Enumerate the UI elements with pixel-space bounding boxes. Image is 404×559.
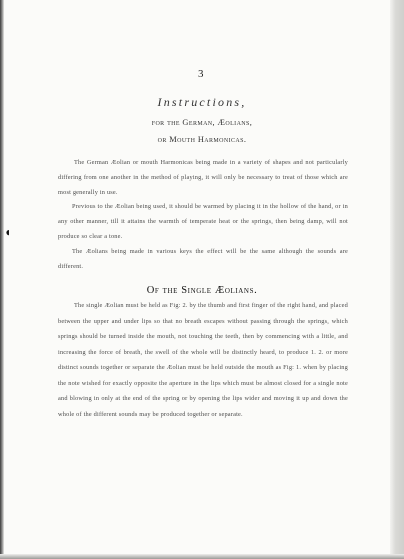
page-right-edge	[390, 0, 404, 559]
page-bottom-edge	[0, 554, 404, 559]
section-paragraph: The single Æolian must be held as Fig: 2. by the thumb and first finger of the right hand, and placed between the upper and under lips so that no breath escapes without passing through the springs, which springs should be turned inside the mouth, not touching the teeth, then by commencing with a little, and increasing the force of breath, the swell of the whole will be distinctly heard, to produce 1. 2. or more distinct sounds together or separate the Æolian must be held outside the mouth as Fig: 1. when by placing the note wished for exactly opposite the aperture in the lips which must be almost closed for a single note and blowing in only at the end of the spring or by opening the lips wider and moving it up and down the whole of the different sounds may be produced together or separate.	[58, 302, 348, 418]
intro-text	[58, 156, 348, 274]
binding-mark: ◖	[4, 225, 12, 239]
intro-paragraph: Previous to the Æolian being used, it should be warmed by placing it in the hollow of the hand, or in any other manner, till it attains the warmth of temperate heat or the springs, then being damp, will not produce so clear a tone.	[58, 203, 348, 240]
page-left-edge	[0, 0, 4, 559]
page-subtitle-line-1: for the German, Æolians,	[151, 118, 253, 127]
page-title: Instructions,	[157, 95, 247, 109]
section-text	[58, 298, 348, 422]
intro-paragraph: The German Æolian or mouth Harmonicas being made in a variety of shapes and not particularly differing from one another in the method of playing, it will only be necessary to treat of those which are most generally in use.	[58, 159, 348, 196]
section-heading: Of the Single Æolians.	[146, 285, 258, 296]
intro-paragraph: The Æolians being made in various keys the effect will be the same although the sounds are different.	[58, 247, 348, 270]
page-number: 3	[198, 68, 204, 80]
page-subtitle-line-2: or Mouth Harmonicas.	[157, 135, 247, 144]
